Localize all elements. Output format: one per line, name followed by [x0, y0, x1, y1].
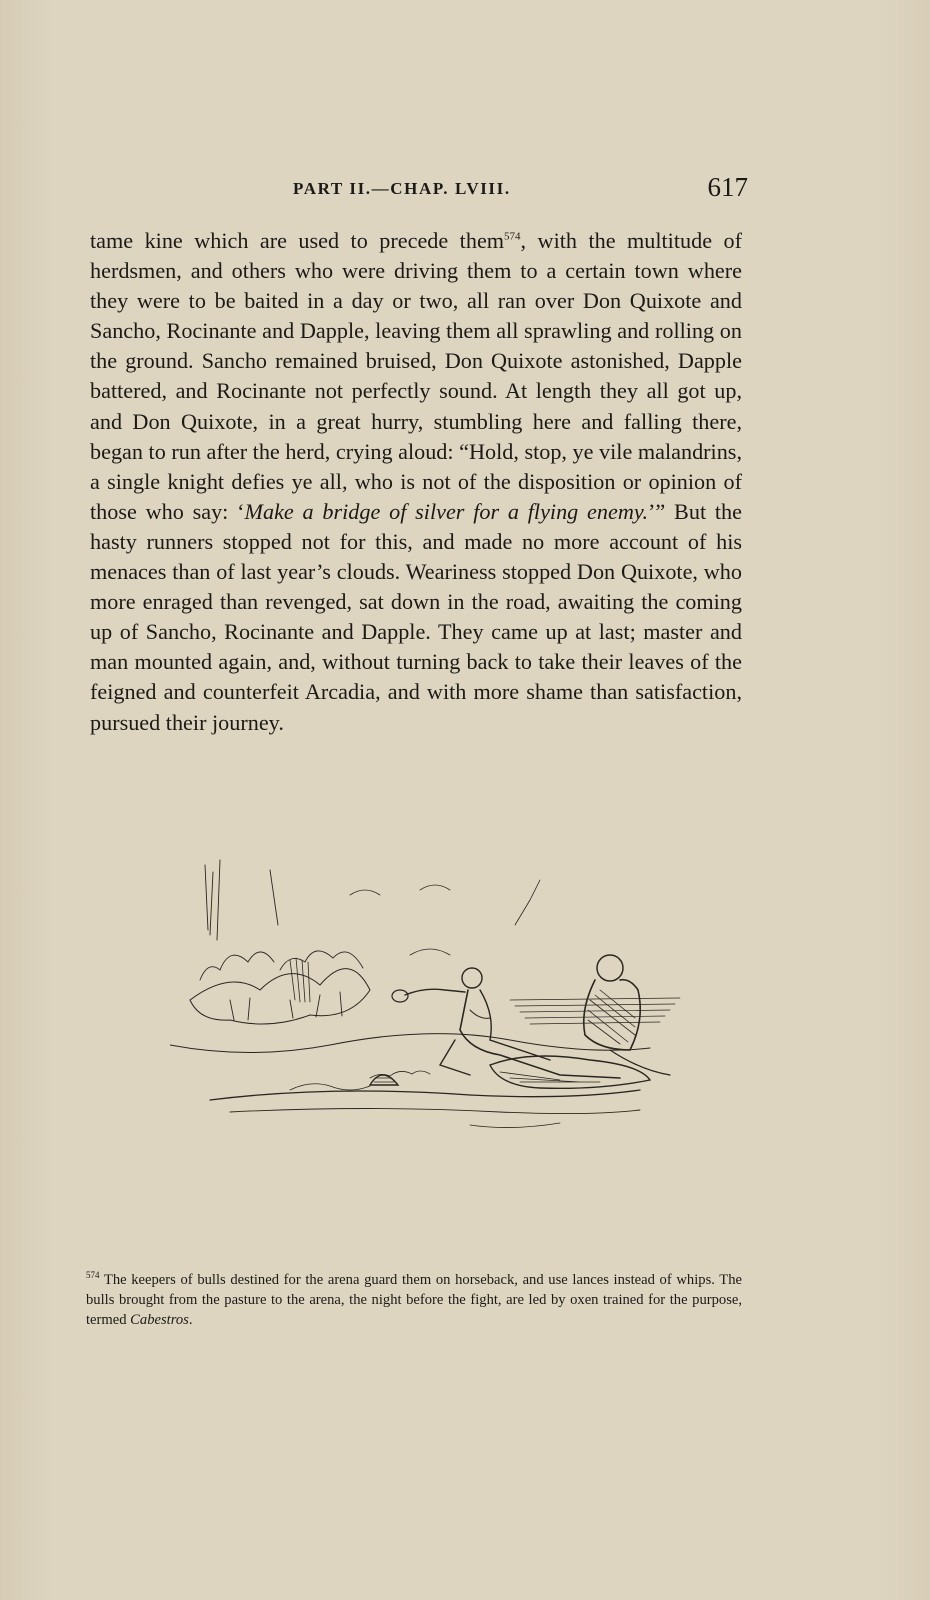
body-paragraph	[90, 226, 742, 738]
footnote-italic-term: Cabestros	[130, 1312, 189, 1329]
footnote	[86, 1270, 742, 1331]
engraving-illustration	[170, 850, 690, 1170]
running-head: PART II.—CHAP. LVIII.	[293, 179, 511, 198]
footnote-text-2: .	[188, 1312, 193, 1329]
body-text-part-2: , with the multitude of herdsmen, and others who were driving them to a certain town where they were to be baited in a day or two, all ran over Don Quixote and Sancho, Rocinante and Dapple, leaving them all sprawling and rolling on the ground. Sancho remained bruised, Don Quixote astonished, Dapple battered, and Rocinante not perfectly sound. At length they all got up, and Don Quixote, in a great hurry, stumbling here and falling there, began to run after the herd, crying aloud: “Hold, stop, ye vile malandrins, a single knight defies ye all, who is not of the disposition or opinion of those who say: ‘	[90, 228, 742, 524]
footnote-paragraph	[86, 1270, 742, 1331]
quoted-proverb: Make a bridge of silver for a flying enemy.	[244, 498, 649, 524]
footnote-text-1: The keepers of bulls destined for the arena guard them on horseback, and use lances instead of whips. The bulls brought from the pasture to the arena, the night before the fight, are led by oxen trained for the purpose, termed	[86, 1272, 742, 1329]
page-number: 617	[707, 172, 748, 202]
body-text-part-3: ’” But the hasty runners stopped not for this, and made no more account of his menaces than of last year’s clouds. Weariness stopped Don Quixote, who more enraged than revenged, sat down in the road, awaiting the coming up of Sancho, Rocinante and Dapple. They came up at last; master and man mounted again, and, without turning back to take their leaves of the feigned and counterfeit Arcadia, and with more shame than satisfaction, pursued their journey.	[90, 498, 742, 735]
footnote-reference: 574	[504, 230, 521, 243]
body-text	[90, 226, 742, 738]
footnote-number: 574	[86, 1270, 100, 1281]
body-text-part-1: tame kine which are used to precede them	[90, 228, 505, 253]
fallen-riders-engraving	[170, 850, 690, 1170]
page-header	[88, 172, 748, 216]
